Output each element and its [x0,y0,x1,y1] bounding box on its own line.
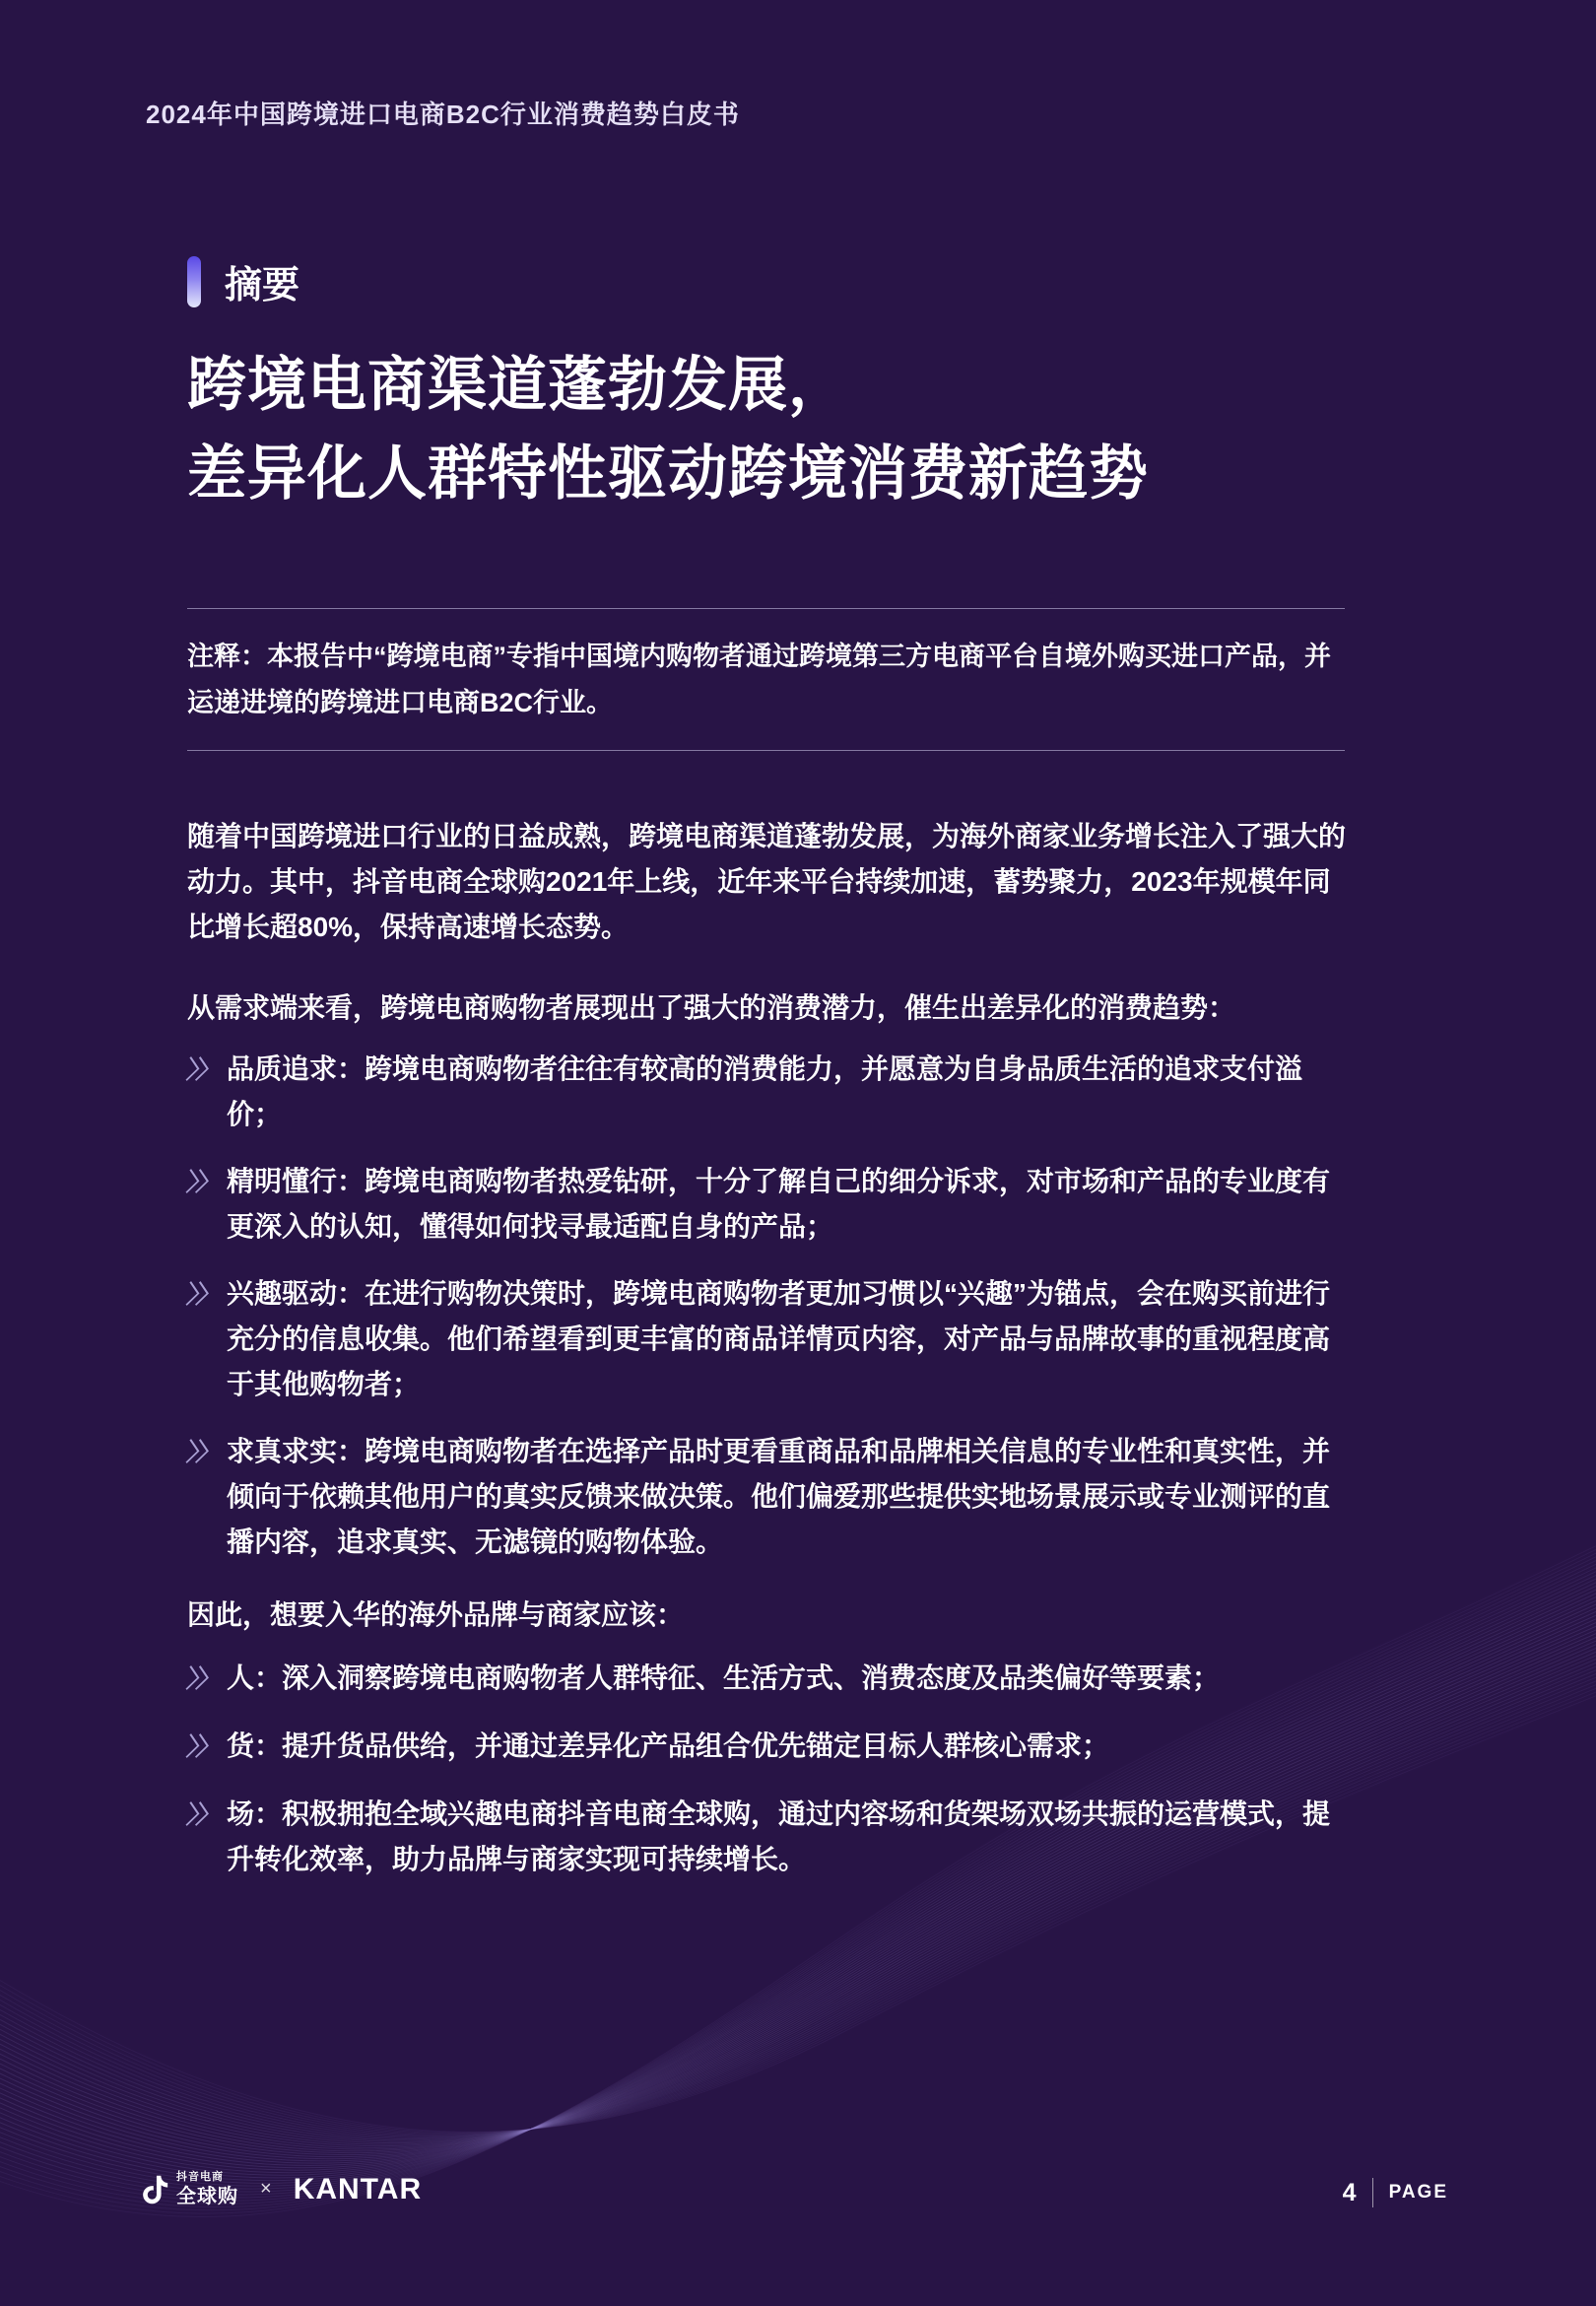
bullet-text: 场：积极拥抱全域兴趣电商抖音电商全球购，通过内容场和货架场双场共振的运营模式，提升转化效率，助力品牌与商家实现可持续增长。 [227,1798,1331,1874]
bullet-text: 品质追求：跨境电商购物者往往有较高的消费能力，并愿意为自身品质生活的追求支付溢价； [227,1053,1303,1129]
bullet-text: 求真求实：跨境电商购物者在选择产品时更看重商品和品牌相关信息的专业性和真实性，并倾向于依赖其他用户的真实反馈来做决策。他们偏爱那些提供实地场景展示或专业测评的直播内容，追求真实、无滤镜的购物体验。 [227,1436,1331,1557]
bullet-item [184,1159,1347,1250]
bullet-item [184,1792,1347,1882]
bullet-item [184,1047,1347,1137]
chevron-bullet-icon: 〉〉 [184,1801,221,1829]
bullet-item [184,1271,1347,1407]
page-number: 4 [1342,2178,1357,2206]
bullets-intro: 从需求端来看，跨境电商购物者展现出了强大的消费潜力，催生出差异化的消费趋势： [187,992,1236,1023]
paragraph: 随着中国跨境进口行业的日益成熟，跨境电商渠道蓬勃发展，为海外商家业务增长注入了强大的动力。其中，抖音电商全球购2021年上线，近年来平台持续加速，蓄势聚力，2023年规模年同比增长超80%，保持高速增长态势。 [187,821,1347,942]
chevron-bullet-icon: 〉〉 [184,1439,221,1466]
section-pill-icon [187,256,201,307]
page-title-line1: 跨境电商渠道蓬勃发展， [187,352,848,418]
page-title [187,341,1149,518]
footer-logo-group [143,2172,422,2206]
bullet-text: 兴趣驱动：在进行购物决策时，跨境电商购物者更加习惯以“兴趣”为锚点，会在购买前进行充分的信息收集。他们希望看到更丰富的商品详情页内容，对产品与品牌故事的重视程度高于其他购物者； [227,1278,1331,1399]
kantar-logo: KANTAR [293,2172,423,2205]
chevron-bullet-icon: 〉〉 [184,1169,221,1196]
page-indicator [1343,2178,1448,2207]
section-label: 摘要 [225,265,300,306]
logo-separator: × [260,2178,272,2200]
chevron-bullet-icon: 〉〉 [184,1056,221,1084]
note-block [187,608,1345,751]
conclusion-intro: 因此，想要入华的海外品牌与商家应该： [187,1599,685,1630]
bullet-item [184,1429,1347,1565]
tiktok-note-icon [143,2175,168,2204]
douyin-logo-text [176,2172,238,2206]
bullet-item [184,1656,1347,1702]
note-text: 注释：本报告中“跨境电商”专指中国境内购物者通过跨境第三方电商平台自境外购买进口产品，并运递进境的跨境进口电商B2C行业。 [187,642,1331,717]
section-heading [187,254,299,308]
douyin-logo-main-text: 全球购 [176,2186,238,2207]
document-header: 2024年中国跨境进口电商B2C行业消费趋势白皮书 [146,100,740,129]
bullet-text: 精明懂行：跨境电商购物者热爱钻研，十分了解自己的细分诉求，对市场和产品的专业度有更深入的认知，懂得如何找寻最适配自身的产品； [227,1166,1331,1242]
page-title-line2: 差异化人群特性驱动跨境消费新趋势 [187,441,1149,507]
page-number-divider [1372,2178,1373,2207]
body-content [184,814,1347,1904]
chevron-bullet-icon: 〉〉 [184,1665,221,1693]
page-label: PAGE [1388,2182,1448,2203]
chevron-bullet-icon: 〉〉 [184,1733,221,1761]
douyin-logo-small-text: 抖音电商 [176,2171,224,2183]
bullet-text: 人：深入洞察跨境电商购物者人群特征、生活方式、消费态度及品类偏好等要素； [227,1662,1221,1693]
bullet-item [184,1724,1347,1770]
bullet-text: 货：提升货品供给，并通过差异化产品组合优先锚定目标人群核心需求； [227,1730,1110,1761]
chevron-bullet-icon: 〉〉 [184,1281,221,1309]
